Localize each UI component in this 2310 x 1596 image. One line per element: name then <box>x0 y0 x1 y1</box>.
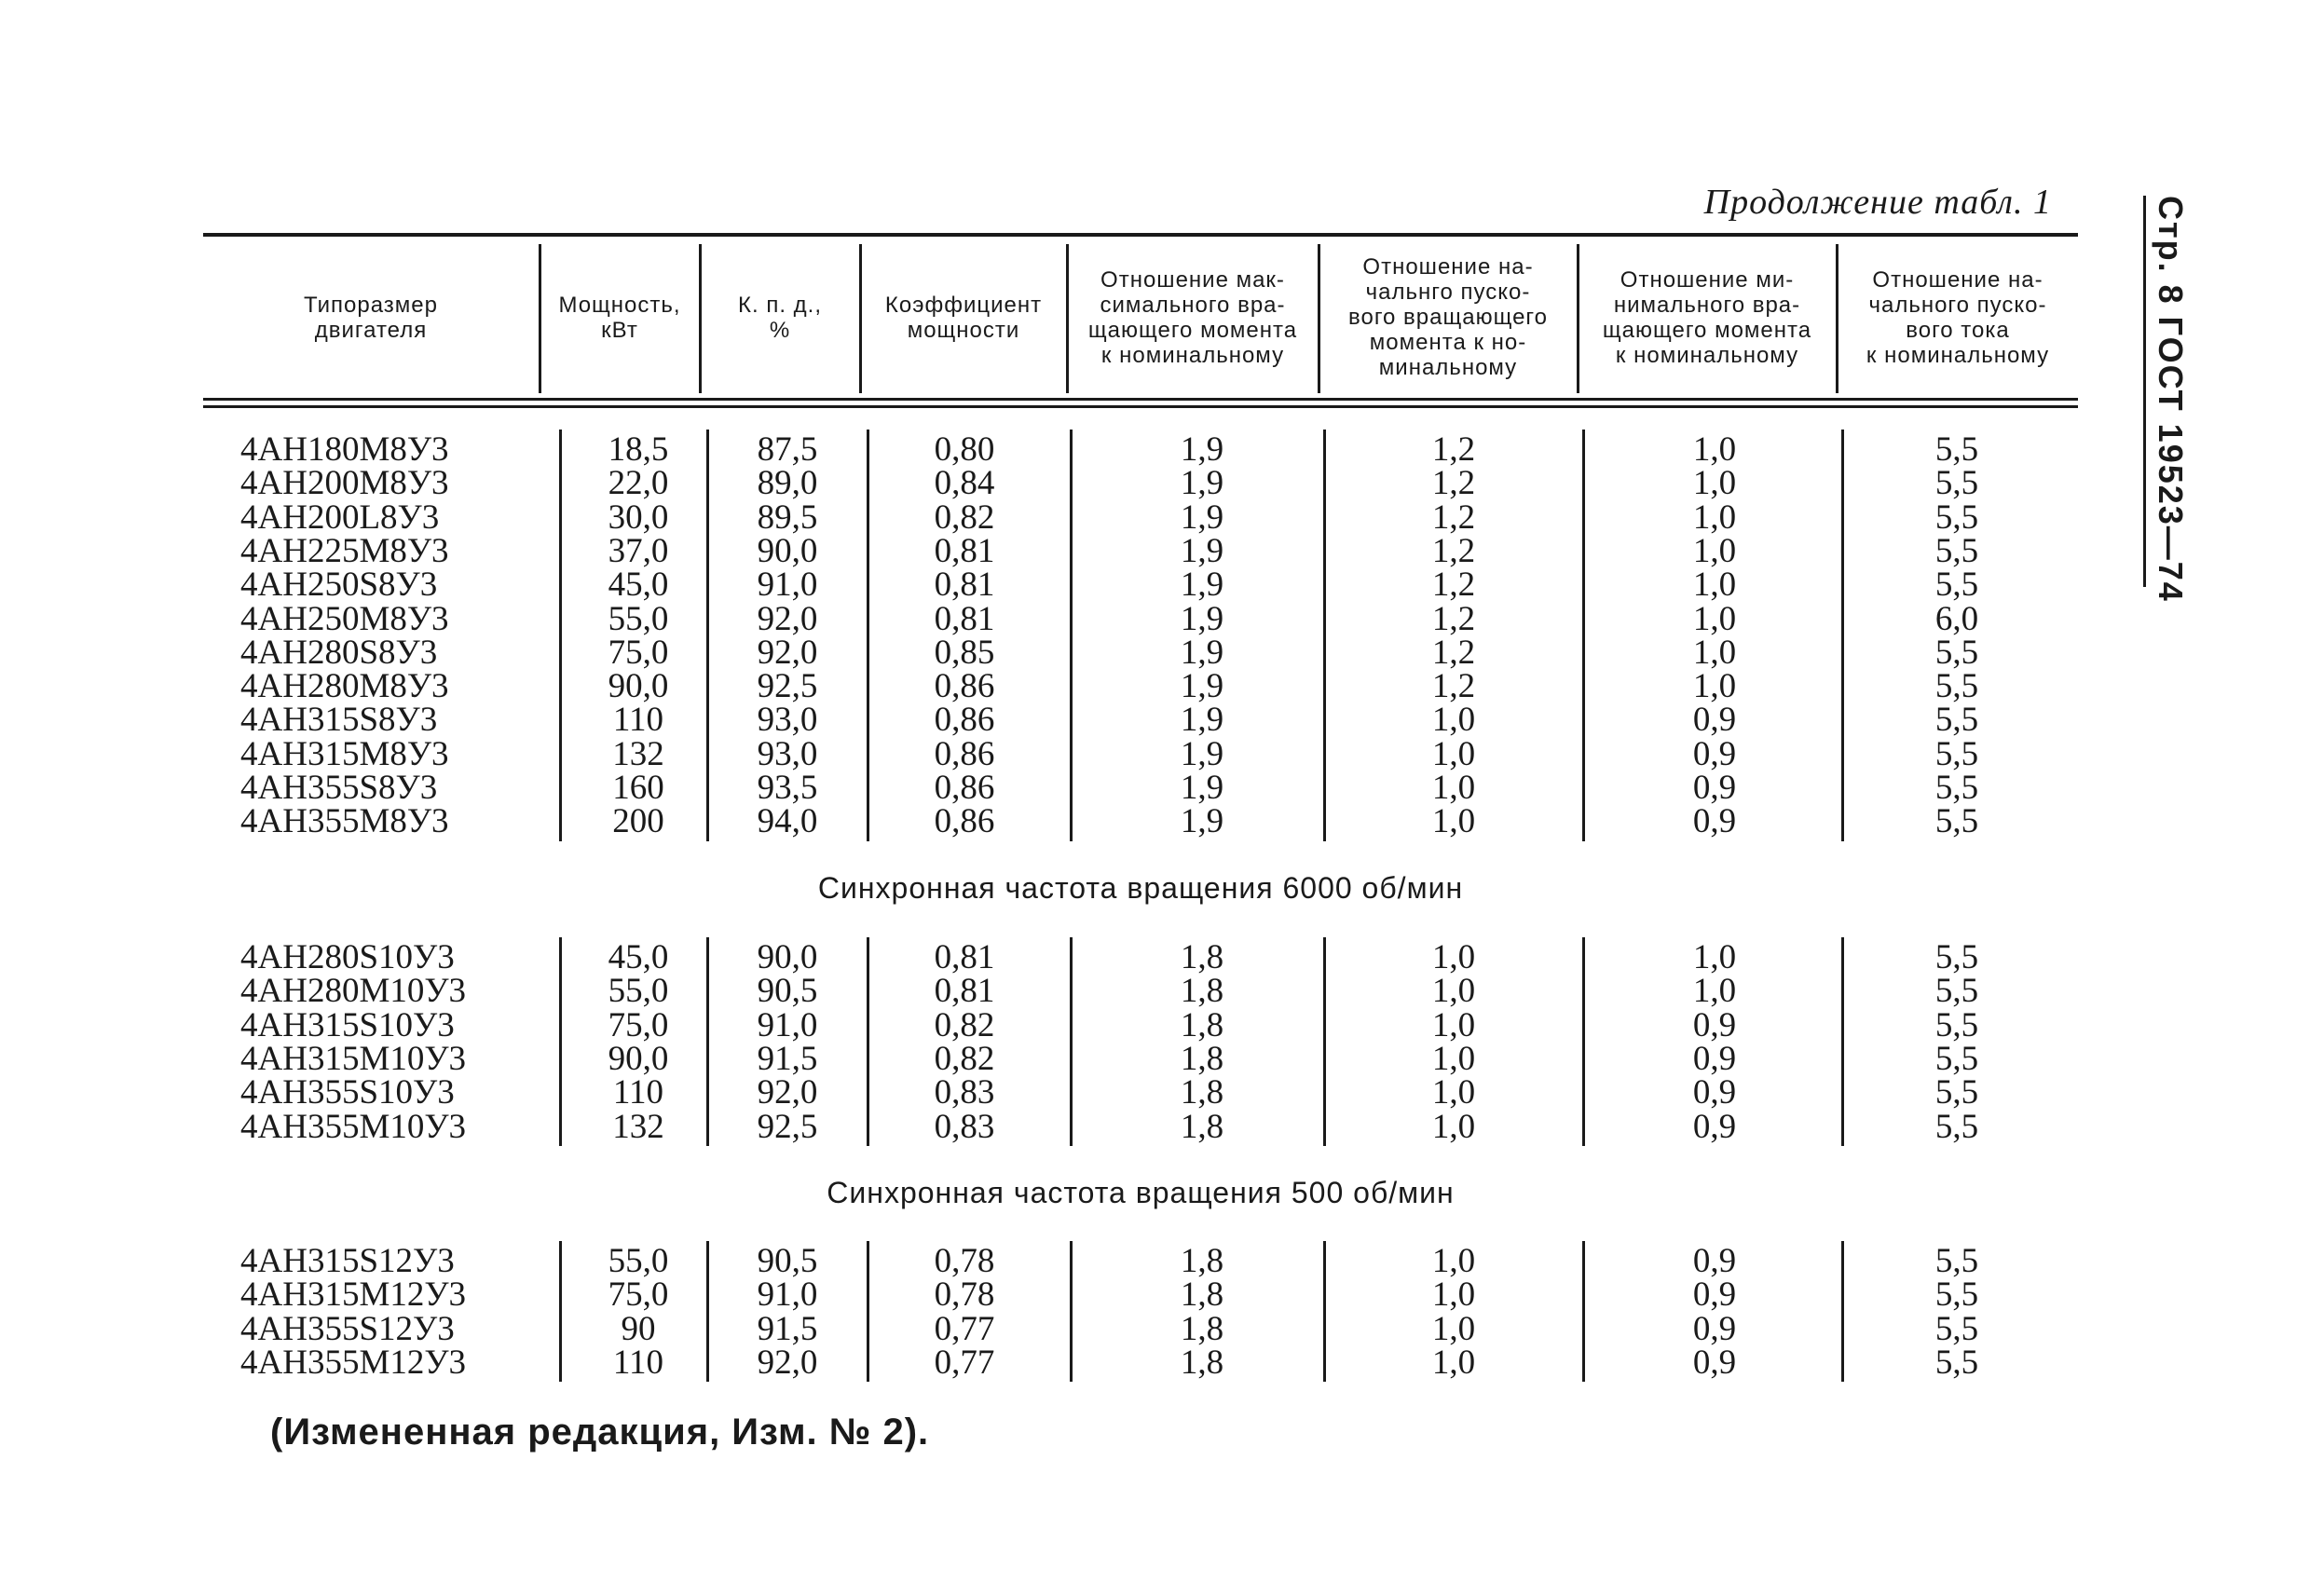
cell-efficiency: 92,0 <box>757 600 818 638</box>
cell-type: 4АН280М10У3 <box>240 972 467 1010</box>
cell-max-torque: 1,9 <box>1180 464 1224 502</box>
cell-power-factor: 0,83 <box>934 1108 995 1146</box>
cell-start-torque: 1,0 <box>1431 972 1476 1010</box>
cell-power-factor: 0,86 <box>934 802 995 840</box>
cell-min-torque: 0,9 <box>1692 1242 1737 1280</box>
cell-start-current: 5,5 <box>1934 701 1979 739</box>
cell-efficiency: 92,0 <box>757 634 818 672</box>
header-type: Типоразмер двигателя <box>304 292 438 343</box>
table-row <box>0 600 2078 638</box>
table-row <box>0 532 2078 570</box>
cell-min-torque: 0,9 <box>1692 1310 1737 1348</box>
cell-start-current: 5,5 <box>1934 1242 1979 1280</box>
table-row <box>0 430 2078 469</box>
cell-power-factor: 0,81 <box>934 532 995 570</box>
cell-type: 4АН315S10У3 <box>240 1006 455 1044</box>
cell-start-current: 5,5 <box>1934 938 1979 976</box>
cell-type: 4АН355S8У3 <box>240 769 438 807</box>
cell-min-torque: 0,9 <box>1692 1108 1737 1146</box>
cell-start-current: 5,5 <box>1934 566 1979 604</box>
cell-min-torque: 1,0 <box>1692 972 1737 1010</box>
cell-efficiency: 90,0 <box>757 938 818 976</box>
cell-power-factor: 0,82 <box>934 498 995 537</box>
cell-start-current: 5,5 <box>1934 667 1979 705</box>
cell-max-torque: 1,9 <box>1180 634 1224 672</box>
continuation-label: Продолжение табл. 1 <box>1703 183 2052 222</box>
cell-max-torque: 1,8 <box>1180 1108 1224 1146</box>
cell-min-torque: 0,9 <box>1692 802 1737 840</box>
cell-power: 55,0 <box>608 600 669 638</box>
cell-start-torque: 1,0 <box>1431 1310 1476 1348</box>
table-row <box>0 703 2078 737</box>
cell-power-factor: 0,86 <box>934 735 995 773</box>
header-divider <box>699 244 702 393</box>
cell-start-torque: 1,0 <box>1431 1275 1476 1314</box>
cell-power: 30,0 <box>608 498 669 537</box>
cell-power-factor: 0,81 <box>934 938 995 976</box>
cell-min-torque: 1,0 <box>1692 430 1737 469</box>
amendment-note: (Измененная редакция, Изм. № 2). <box>270 1412 930 1453</box>
table-row <box>0 1346 2078 1380</box>
cell-power-factor: 0,80 <box>934 430 995 469</box>
cell-max-torque: 1,8 <box>1180 1275 1224 1314</box>
cell-efficiency: 91,0 <box>757 1275 818 1314</box>
cell-start-torque: 1,0 <box>1431 1073 1476 1112</box>
cell-start-torque: 1,0 <box>1431 1006 1476 1044</box>
cell-type: 4АН315М10У3 <box>240 1040 467 1078</box>
cell-power: 37,0 <box>608 532 669 570</box>
header-divider <box>1066 244 1069 393</box>
cell-power: 132 <box>612 1108 664 1146</box>
cell-max-torque: 1,9 <box>1180 566 1224 604</box>
cell-type: 4АН355М8У3 <box>240 802 449 840</box>
cell-type: 4АН225М8У3 <box>240 532 449 570</box>
cell-max-torque: 1,9 <box>1180 701 1224 739</box>
cell-power-factor: 0,86 <box>934 667 995 705</box>
cell-start-current: 5,5 <box>1934 1040 1979 1078</box>
cell-efficiency: 90,0 <box>757 532 818 570</box>
cell-max-torque: 1,8 <box>1180 1242 1224 1280</box>
cell-min-torque: 1,0 <box>1692 667 1737 705</box>
cell-max-torque: 1,9 <box>1180 430 1224 469</box>
cell-power-factor: 0,85 <box>934 634 995 672</box>
cell-efficiency: 89,5 <box>757 498 818 537</box>
table-row <box>0 972 2078 1010</box>
cell-max-torque: 1,8 <box>1180 938 1224 976</box>
cell-start-torque: 1,0 <box>1431 802 1476 840</box>
table-row <box>0 1006 2078 1044</box>
table-row <box>0 498 2078 537</box>
cell-start-current: 5,5 <box>1934 634 1979 672</box>
cell-start-current: 5,5 <box>1934 498 1979 537</box>
table-row <box>0 636 2078 670</box>
cell-efficiency: 92,5 <box>757 667 818 705</box>
cell-start-torque: 1,2 <box>1431 566 1476 604</box>
header-divider <box>1836 244 1838 393</box>
cell-max-torque: 1,9 <box>1180 532 1224 570</box>
cell-start-torque: 1,2 <box>1431 600 1476 638</box>
cell-power: 110 <box>612 701 664 739</box>
cell-max-torque: 1,9 <box>1180 600 1224 638</box>
cell-power: 55,0 <box>608 1242 669 1280</box>
cell-max-torque: 1,9 <box>1180 769 1224 807</box>
cell-max-torque: 1,8 <box>1180 1344 1224 1382</box>
table-row <box>0 464 2078 502</box>
header-divider <box>1577 244 1579 393</box>
cell-start-torque: 1,0 <box>1431 1344 1476 1382</box>
cell-power-factor: 0,84 <box>934 464 995 502</box>
cell-type: 4АН250S8У3 <box>240 566 438 604</box>
cell-type: 4АН280S10У3 <box>240 938 455 976</box>
cell-start-current: 5,5 <box>1934 430 1979 469</box>
cell-start-torque: 1,0 <box>1431 938 1476 976</box>
cell-min-torque: 0,9 <box>1692 1040 1737 1078</box>
cell-min-torque: 0,9 <box>1692 1073 1737 1112</box>
table-row <box>0 568 2078 602</box>
cell-efficiency: 89,0 <box>757 464 818 502</box>
header-max-torque: Отношение мак- симального вра- щающего момента к номинальному <box>1087 266 1298 368</box>
cell-start-torque: 1,2 <box>1431 667 1476 705</box>
section-title: Синхронная частота вращения 500 об/мин <box>827 1176 1455 1209</box>
header-start-current: Отношение на- чального пуско- вого тока к номинальному <box>1866 266 2050 368</box>
cell-power: 75,0 <box>608 634 669 672</box>
cell-type: 4АН200L8У3 <box>240 498 440 537</box>
cell-type: 4АН200М8У3 <box>240 464 449 502</box>
cell-type: 4АН250М8У3 <box>240 600 449 638</box>
cell-power: 90,0 <box>608 1040 669 1078</box>
table-row <box>0 1310 2078 1348</box>
cell-efficiency: 93,0 <box>757 701 818 739</box>
cell-min-torque: 1,0 <box>1692 938 1737 976</box>
header-bottom-rule <box>203 405 2078 408</box>
cell-start-current: 5,5 <box>1934 1108 1979 1146</box>
cell-efficiency: 90,5 <box>757 972 818 1010</box>
cell-start-torque: 1,2 <box>1431 464 1476 502</box>
cell-start-torque: 1,0 <box>1431 1108 1476 1146</box>
cell-min-torque: 1,0 <box>1692 600 1737 638</box>
section-title: Синхронная частота вращения 6000 об/мин <box>817 871 1464 905</box>
cell-type: 4АН355М10У3 <box>240 1108 467 1146</box>
cell-efficiency: 94,0 <box>757 802 818 840</box>
cell-type: 4АН315S12У3 <box>240 1242 455 1280</box>
cell-efficiency: 91,0 <box>757 566 818 604</box>
cell-max-torque: 1,8 <box>1180 972 1224 1010</box>
cell-max-torque: 1,9 <box>1180 667 1224 705</box>
cell-start-torque: 1,2 <box>1431 634 1476 672</box>
cell-power-factor: 0,81 <box>934 566 995 604</box>
cell-power-factor: 0,77 <box>934 1344 995 1382</box>
cell-type: 4АН355М12У3 <box>240 1344 467 1382</box>
cell-power-factor: 0,81 <box>934 600 995 638</box>
table-row <box>0 1275 2078 1314</box>
cell-power: 110 <box>612 1073 664 1112</box>
cell-max-torque: 1,9 <box>1180 802 1224 840</box>
cell-power-factor: 0,82 <box>934 1040 995 1078</box>
cell-start-torque: 1,0 <box>1431 701 1476 739</box>
header-divider <box>859 244 862 393</box>
cell-power: 45,0 <box>608 566 669 604</box>
cell-start-current: 5,5 <box>1934 1310 1979 1348</box>
cell-start-current: 5,5 <box>1934 1073 1979 1112</box>
cell-efficiency: 92,0 <box>757 1073 818 1112</box>
cell-start-torque: 1,0 <box>1431 769 1476 807</box>
cell-efficiency: 91,5 <box>757 1310 818 1348</box>
cell-start-current: 6,0 <box>1934 600 1979 638</box>
cell-max-torque: 1,8 <box>1180 1310 1224 1348</box>
cell-type: 4АН355S12У3 <box>240 1310 455 1348</box>
cell-start-torque: 1,2 <box>1431 532 1476 570</box>
cell-power: 75,0 <box>608 1006 669 1044</box>
cell-power: 160 <box>612 769 664 807</box>
header-power: Мощность, кВт <box>558 292 681 343</box>
cell-min-torque: 1,0 <box>1692 532 1737 570</box>
table-row <box>0 1040 2078 1078</box>
cell-power: 200 <box>612 802 664 840</box>
page-side-label: Стр. 8 ГОСТ 19523—74 <box>2152 196 2190 603</box>
cell-start-current: 5,5 <box>1934 1006 1979 1044</box>
header-start-torque: Отношение на- чальнго пуско- вого вращающего момента к но- минальному <box>1347 254 1548 380</box>
cell-start-current: 5,5 <box>1934 735 1979 773</box>
cell-efficiency: 90,5 <box>757 1242 818 1280</box>
cell-start-torque: 1,0 <box>1431 735 1476 773</box>
cell-type: 4АН280S8У3 <box>240 634 438 672</box>
cell-efficiency: 87,5 <box>757 430 818 469</box>
cell-start-torque: 1,0 <box>1431 1040 1476 1078</box>
cell-start-current: 5,5 <box>1934 769 1979 807</box>
cell-start-current: 5,5 <box>1934 464 1979 502</box>
cell-min-torque: 0,9 <box>1692 735 1737 773</box>
header-efficiency: К. п. д., % <box>738 292 822 343</box>
table-row <box>0 771 2078 805</box>
cell-efficiency: 92,0 <box>757 1344 818 1382</box>
header-min-torque: Отношение ми- нимального вра- щающего момента к номинальному <box>1602 266 1812 368</box>
cell-power-factor: 0,77 <box>934 1310 995 1348</box>
cell-efficiency: 92,5 <box>757 1108 818 1146</box>
cell-efficiency: 91,5 <box>757 1040 818 1078</box>
cell-start-torque: 1,2 <box>1431 498 1476 537</box>
cell-type: 4АН315М12У3 <box>240 1275 467 1314</box>
cell-type: 4АН315S8У3 <box>240 701 438 739</box>
cell-min-torque: 0,9 <box>1692 701 1737 739</box>
cell-efficiency: 91,0 <box>757 1006 818 1044</box>
header-power-factor: Коэффициент мощности <box>884 292 1043 343</box>
cell-max-torque: 1,8 <box>1180 1040 1224 1078</box>
cell-min-torque: 0,9 <box>1692 769 1737 807</box>
cell-power: 90,0 <box>608 667 669 705</box>
header-divider <box>539 244 541 393</box>
cell-min-torque: 1,0 <box>1692 566 1737 604</box>
cell-power: 22,0 <box>608 464 669 502</box>
cell-start-current: 5,5 <box>1934 1344 1979 1382</box>
table-row <box>0 1242 2078 1280</box>
cell-type: 4АН180М8У3 <box>240 430 449 469</box>
table-row <box>0 802 2078 840</box>
table-row <box>0 1073 2078 1112</box>
cell-min-torque: 1,0 <box>1692 498 1737 537</box>
table-row <box>0 667 2078 705</box>
cell-power: 18,5 <box>608 430 669 469</box>
cell-power-factor: 0,83 <box>934 1073 995 1112</box>
cell-efficiency: 93,0 <box>757 735 818 773</box>
cell-start-current: 5,5 <box>1934 972 1979 1010</box>
table-top-rule <box>203 233 2078 237</box>
cell-min-torque: 0,9 <box>1692 1275 1737 1314</box>
cell-power: 55,0 <box>608 972 669 1010</box>
cell-power: 132 <box>612 735 664 773</box>
cell-power-factor: 0,86 <box>934 769 995 807</box>
table-row <box>0 735 2078 773</box>
cell-max-torque: 1,9 <box>1180 735 1224 773</box>
cell-type: 4АН280М8У3 <box>240 667 449 705</box>
cell-type: 4АН355S10У3 <box>240 1073 455 1112</box>
cell-power-factor: 0,78 <box>934 1242 995 1280</box>
cell-efficiency: 93,5 <box>757 769 818 807</box>
cell-power-factor: 0,82 <box>934 1006 995 1044</box>
cell-max-torque: 1,9 <box>1180 498 1224 537</box>
cell-power: 90 <box>621 1310 656 1348</box>
header-bottom-rule <box>203 398 2078 401</box>
cell-max-torque: 1,8 <box>1180 1073 1224 1112</box>
cell-min-torque: 1,0 <box>1692 634 1737 672</box>
table-row <box>0 1108 2078 1146</box>
cell-min-torque: 0,9 <box>1692 1006 1737 1044</box>
table-row <box>0 938 2078 976</box>
cell-power-factor: 0,86 <box>934 701 995 739</box>
cell-power: 45,0 <box>608 938 669 976</box>
cell-power: 75,0 <box>608 1275 669 1314</box>
cell-start-current: 5,5 <box>1934 802 1979 840</box>
header-divider <box>1318 244 1320 393</box>
cell-power-factor: 0,78 <box>934 1275 995 1314</box>
cell-min-torque: 1,0 <box>1692 464 1737 502</box>
cell-start-current: 5,5 <box>1934 532 1979 570</box>
cell-start-current: 5,5 <box>1934 1275 1979 1314</box>
cell-min-torque: 0,9 <box>1692 1344 1737 1382</box>
cell-start-torque: 1,2 <box>1431 430 1476 469</box>
cell-max-torque: 1,8 <box>1180 1006 1224 1044</box>
cell-start-torque: 1,0 <box>1431 1242 1476 1280</box>
cell-power: 110 <box>612 1344 664 1382</box>
cell-type: 4АН315М8У3 <box>240 735 449 773</box>
cell-power-factor: 0,81 <box>934 972 995 1010</box>
